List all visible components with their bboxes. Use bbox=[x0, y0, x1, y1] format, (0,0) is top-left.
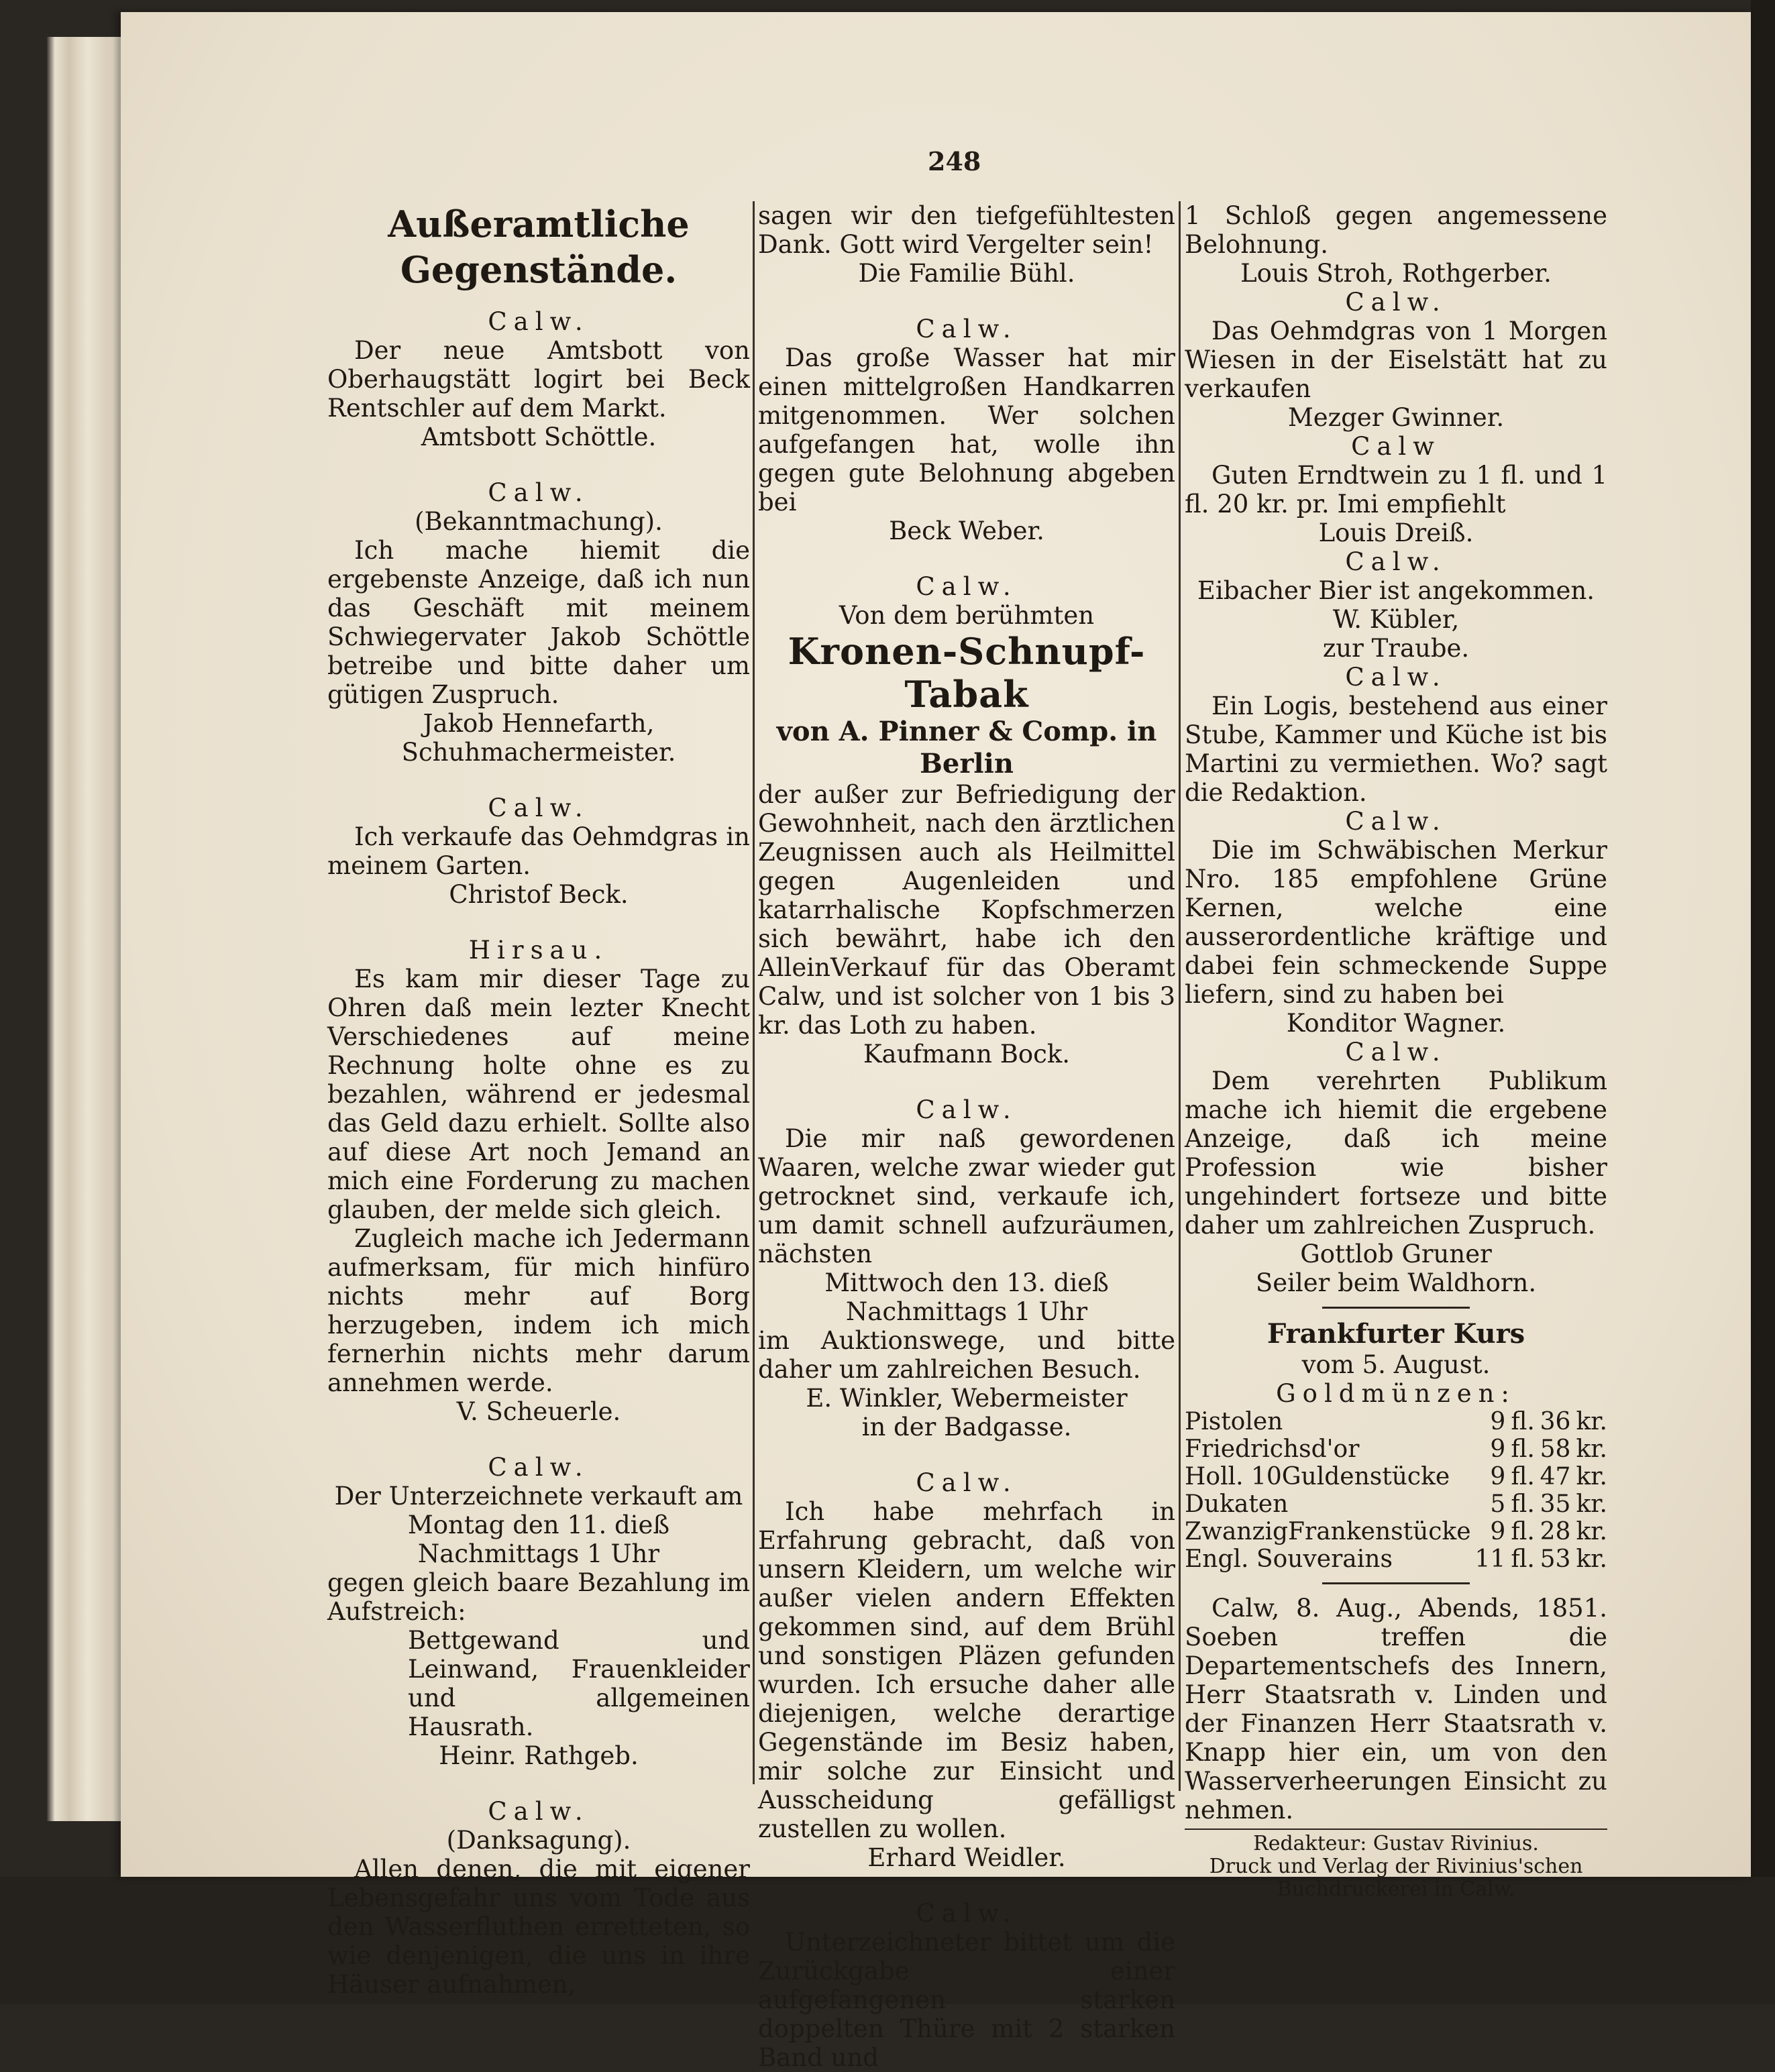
ad-signature-line-2: zur Traube. bbox=[1322, 634, 1470, 663]
right-margin-dark bbox=[1751, 0, 1775, 2004]
ad-signature: Christof Beck. bbox=[449, 880, 629, 909]
ad-signature: Kaufmann Bock. bbox=[863, 1040, 1071, 1069]
fl-unit: fl. bbox=[1511, 1518, 1535, 1545]
ad-place: Calw. bbox=[1345, 807, 1447, 836]
ad-subtitle: (Danksagung). bbox=[446, 1826, 631, 1855]
ad-text: Ein Logis, bestehend aus einer Stube, Kammer und Küche ist bis Martini zu vermiethen. Wo? sagt die Redaktion. bbox=[1185, 692, 1607, 807]
fl-value: 9 bbox=[1490, 1435, 1506, 1463]
ad-text: gegen gleich baare Bezahlung im Aufstreich: bbox=[327, 1568, 750, 1626]
ad-signature: W. Kübler, bbox=[1332, 605, 1460, 634]
ad-line: Nachmittags 1 Uhr bbox=[845, 1297, 1088, 1326]
ad-signature: Jakob Hennefarth, bbox=[423, 709, 655, 738]
section-divider bbox=[1322, 1582, 1470, 1584]
kr-unit: kr. bbox=[1576, 1518, 1607, 1545]
fl-unit: fl. bbox=[1511, 1490, 1535, 1518]
ad-subheadline: von A. Pinner & Comp. in bbox=[776, 716, 1157, 747]
ad-text: Dem verehrten Publikum mache ich hiemit die ergebene Anzeige, daß ich meine Profession wie bisher ungehindert fortseze und bitte daher um zahlreichen Zuspruch. bbox=[1185, 1067, 1607, 1240]
fl-unit: fl. bbox=[1511, 1463, 1535, 1490]
ad-place: Calw. bbox=[488, 794, 590, 822]
fl-value: 9 bbox=[1490, 1518, 1506, 1545]
ad-place: Calw. bbox=[488, 478, 590, 507]
ad-signature-line-2: Schuhmachermeister. bbox=[401, 738, 676, 767]
ad-signature: E. Winkler, Webermeister bbox=[806, 1384, 1128, 1413]
kr-unit: kr. bbox=[1576, 1545, 1607, 1573]
kr-value: 28 bbox=[1540, 1518, 1571, 1545]
coin-name: ZwanzigFrankenstücke bbox=[1185, 1518, 1471, 1545]
ad-place: Hirsau. bbox=[468, 936, 609, 965]
table-row bbox=[1185, 1463, 1607, 1490]
ad-text: Der neue Amtsbott von Oberhaugstätt logirt bei Beck Rentschler auf dem Markt. bbox=[327, 336, 750, 423]
section-divider bbox=[1322, 1307, 1470, 1309]
coin-name: Engl. Souverains bbox=[1185, 1545, 1393, 1573]
ad-signature: Heinr. Rathgeb. bbox=[439, 1741, 639, 1770]
kr-unit: kr. bbox=[1576, 1408, 1607, 1435]
coin-name: Pistolen bbox=[1185, 1408, 1283, 1435]
ad-line: Montag den 11. dieß bbox=[407, 1511, 670, 1539]
ad-text: der außer zur Befriedigung der Gewohnheit, nach den ärztlichen Zeugnissen auch als Heilmittel gegen Augenleiden und katarrhalische Kopfschmerzen sich bewährt, habe ich den AlleinVerkauf für das Oberamt Calw, und ist solcher von 1 bis 3 kr. das Loth zu haben. bbox=[758, 780, 1175, 1040]
column-1 bbox=[327, 201, 750, 1999]
ad-text: Allen denen, die mit eigener Lebensgefahr uns vom Tode aus den Wasserfluthen erretteten, so wie denjenigen, die uns in ihre Häuser aufnahmen, bbox=[327, 1855, 750, 1999]
ad-signature: Gottlob Gruner bbox=[1300, 1240, 1492, 1268]
table-row bbox=[1185, 1408, 1607, 1435]
table-row bbox=[1185, 1435, 1607, 1463]
ad-text: Ich mache hiemit die ergebenste Anzeige, daß ich nun das Geschäft mit meinem Schwiegervater Jakob Schöttle betreibe und bitte daher um gütigen Zuspruch. bbox=[327, 536, 750, 709]
ad-headline: Kronen-Schnupf-Tabak bbox=[788, 630, 1146, 716]
imprint-printer: Druck und Verlag der Rivinius'schen Buchdruckerei in Calw. bbox=[1209, 1855, 1583, 1901]
ad-text: 1 Schloß gegen angemessene Belohnung. bbox=[1185, 201, 1607, 259]
ad-subtitle: (Bekanntmachung). bbox=[415, 507, 663, 536]
fl-unit: fl. bbox=[1511, 1435, 1535, 1463]
ad-text: sagen wir den tiefgefühltesten Dank. Gott wird Vergelter sein! bbox=[758, 201, 1175, 259]
ad-subheadline-2: Berlin bbox=[920, 748, 1014, 779]
kr-unit: kr. bbox=[1576, 1490, 1607, 1518]
kr-value: 35 bbox=[1540, 1490, 1571, 1518]
imprint-rule bbox=[1185, 1829, 1607, 1830]
kr-unit: kr. bbox=[1576, 1435, 1607, 1463]
ad-place: Calw. bbox=[488, 307, 590, 336]
exchange-rate-table bbox=[1185, 1408, 1607, 1573]
kurs-date: vom 5. August. bbox=[1301, 1350, 1491, 1379]
column-2 bbox=[758, 201, 1175, 2072]
ad-place: Calw. bbox=[1345, 547, 1447, 576]
ad-place: Calw. bbox=[916, 572, 1018, 601]
page-number: 248 bbox=[928, 146, 981, 176]
ad-intro: Von dem berühmten bbox=[839, 601, 1095, 630]
column-rule-1 bbox=[753, 201, 755, 1784]
column-rule-2 bbox=[1179, 201, 1181, 1791]
ad-text: Das große Wasser hat mir einen mittelgroßen Handkarren mitgenommen. Wer solchen aufgefangen hat, wolle ihn gegen gute Belohnung abgeben bei bbox=[758, 343, 1175, 516]
fl-value: 9 bbox=[1490, 1408, 1506, 1435]
ad-text: Es kam mir dieser Tage zu Ohren daß mein lezter Knecht Verschiedenes auf meine Rechnung holte ohne es zu bezahlen, während er jedesmal das Geld dazu erhielt. Sollte also auf diese Art noch Jemand an mich eine Forderung zu machen glauben, der melde sich gleich. bbox=[327, 965, 750, 1224]
ad-text: Guten Erndtwein zu 1 fl. und 1 fl. 20 kr. pr. Imi empfiehlt bbox=[1185, 461, 1607, 519]
ad-signature: Louis Dreiß. bbox=[1318, 519, 1474, 547]
ad-text: Ich verkaufe das Oehmdgras in meinem Garten. bbox=[327, 822, 750, 880]
kurs-title: Frankfurter Kurs bbox=[1267, 1318, 1525, 1350]
kr-value: 47 bbox=[1540, 1463, 1571, 1490]
kr-value: 36 bbox=[1540, 1408, 1571, 1435]
ad-line: Mittwoch den 13. dieß bbox=[824, 1268, 1109, 1297]
kr-unit: kr. bbox=[1576, 1463, 1607, 1490]
ad-place: Calw. bbox=[1345, 1038, 1447, 1067]
ad-place: Calw. bbox=[1345, 288, 1447, 317]
ad-line: Der Unterzeichnete verkauft am bbox=[334, 1482, 743, 1511]
ad-text: Das Oehmdgras von 1 Morgen Wiesen in der Eiselstätt hat zu verkaufen bbox=[1185, 317, 1607, 403]
ad-place: Calw bbox=[1351, 432, 1441, 461]
table-row bbox=[1185, 1490, 1607, 1518]
ad-text: Die mir naß gewordenen Waaren, welche zwar wieder gut getrocknet sind, verkaufe ich, um damit schnell aufzuräumen, nächsten bbox=[758, 1124, 1175, 1268]
news-text: Calw, 8. Aug., Abends, 1851. Soeben treffen die Departementschefs des Innern, Herr Staatsrath v. Linden und der Finanzen Herr Staatsrath v. Knapp hier ein, um von den Wasserverheerungen Einsicht zu nehmen. bbox=[1185, 1594, 1607, 1824]
ad-signature-line-2: in der Badgasse. bbox=[861, 1413, 1072, 1441]
kr-value: 53 bbox=[1540, 1545, 1571, 1573]
ad-text: Eibacher Bier ist angekommen. bbox=[1197, 576, 1595, 605]
ad-text: Die im Schwäbischen Merkur Nro. 185 empfohlene Grüne Kernen, welche eine ausserordentliche kräftige und dabei fein schmeckende Suppe liefern, sind zu haben bei bbox=[1185, 836, 1607, 1009]
fl-value: 11 bbox=[1474, 1545, 1506, 1573]
ad-place: Calw. bbox=[916, 1095, 1018, 1124]
ad-text-2: Zugleich mache ich Jedermann aufmerksam, für mich hinfüro nichts mehr auf Borg herzugeben, indem ich mich fernerhin nichts mehr darum annehmen werde. bbox=[327, 1224, 750, 1397]
ad-text: Unterzeichneter bittet um die Zurückgabe einer aufgefangenen starken doppelten Thüre mit 2 starken Band und bbox=[758, 1928, 1175, 2072]
coin-name: Dukaten bbox=[1185, 1490, 1289, 1518]
ad-place: Calw. bbox=[916, 1899, 1018, 1928]
imprint-editor: Redakteur: Gustav Rivinius. bbox=[1253, 1832, 1539, 1855]
ad-signature: Beck Weber. bbox=[889, 516, 1044, 545]
section-title: Außeramtliche Gegenstände. bbox=[388, 203, 690, 291]
ad-signature: Amtsbott Schöttle. bbox=[421, 423, 657, 451]
fl-unit: fl. bbox=[1511, 1408, 1535, 1435]
ad-line: Nachmittags 1 Uhr bbox=[417, 1539, 660, 1568]
ad-text-2: im Auktionswege, und bitte daher um zahlreichen Besuch. bbox=[758, 1326, 1175, 1384]
table-row bbox=[1185, 1518, 1607, 1545]
fl-unit: fl. bbox=[1511, 1545, 1535, 1573]
fl-value: 5 bbox=[1490, 1490, 1506, 1518]
column-3 bbox=[1185, 201, 1607, 1901]
coin-name: Holl. 10Guldenstücke bbox=[1185, 1463, 1450, 1490]
kurs-label: Goldmünzen: bbox=[1276, 1379, 1516, 1408]
ad-signature: Erhard Weidler. bbox=[867, 1843, 1066, 1872]
fl-value: 9 bbox=[1490, 1463, 1506, 1490]
ad-items: Bettgewand und Leinwand, Frauenkleider und allgemeinen Hausrath. bbox=[408, 1626, 750, 1741]
ad-signature: Die Familie Bühl. bbox=[858, 259, 1075, 288]
ad-place: Calw. bbox=[916, 315, 1018, 343]
ad-place: Calw. bbox=[488, 1797, 590, 1826]
table-row bbox=[1185, 1545, 1607, 1573]
ad-signature: Mezger Gwinner. bbox=[1287, 403, 1505, 432]
coin-name: Friedrichsd'or bbox=[1185, 1435, 1360, 1463]
ad-signature-line-2: Seiler beim Waldhorn. bbox=[1255, 1268, 1537, 1297]
ad-text: Ich habe mehrfach in Erfahrung gebracht, daß von unsern Kleidern, um welche wir außer vielen andern Effekten gekommen sind, auf dem Brühl und sonstigen Pläzen gefunden wurden. Ich ersuche daher alle diejenigen, welche derartige Gegenstände im Besiz haben, mir solche zur Einsicht und Ausscheidung gefälligst zustellen zu wollen. bbox=[758, 1497, 1175, 1843]
ad-signature: Konditor Wagner. bbox=[1286, 1009, 1506, 1038]
kr-value: 58 bbox=[1540, 1435, 1571, 1463]
ad-place: Calw. bbox=[488, 1453, 590, 1482]
ad-signature: V. Scheuerle. bbox=[456, 1397, 621, 1426]
ad-place: Calw. bbox=[916, 1468, 1018, 1497]
ad-signature: Louis Stroh, Rothgerber. bbox=[1240, 259, 1552, 288]
ad-place: Calw. bbox=[1345, 663, 1447, 692]
